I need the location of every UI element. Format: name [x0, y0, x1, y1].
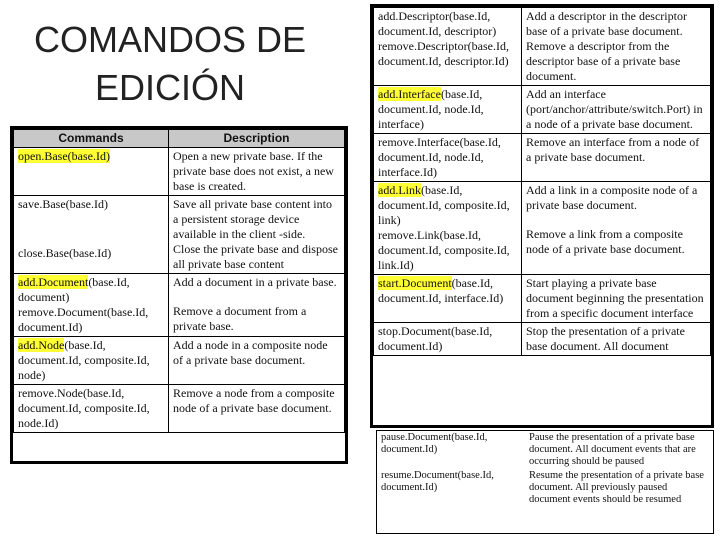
command-cell: resume.Document(base.Id, document.Id): [381, 470, 494, 493]
table-row: [14, 196, 345, 274]
description-text: Add a document in a private base.: [173, 275, 337, 289]
command-highlighted: add.Interface: [378, 87, 441, 101]
command-args: (base.Id, document): [18, 275, 130, 304]
command-cell: remove.Node(base.Id, document.Id, composite.Id, node.Id): [14, 385, 169, 433]
table-row: [374, 323, 711, 356]
right-table-frame: [370, 4, 714, 428]
description-cell: Pause the presentation of a private base document. All document events that are occurring should be paused: [529, 432, 696, 467]
table-row: [14, 385, 345, 433]
description-cell: Remove a node from a composite node of a private base document.: [169, 385, 345, 433]
command-args: (base.Id, document.Id, interface.Id): [378, 276, 504, 305]
table-row: [377, 469, 713, 507]
description-text: Close the private base and dispose all private base content: [173, 242, 338, 271]
command-highlighted: open.Base(base.Id): [18, 149, 110, 163]
description-cell: [522, 8, 711, 86]
description-text: Remove a link from a composite node of a private base document.: [526, 227, 685, 256]
description-cell: [169, 274, 345, 337]
command-cell: [374, 182, 522, 275]
table-row: [374, 182, 711, 275]
description-text: Add a descriptor in the descriptor base of a private base document.: [526, 9, 687, 38]
table-row: [14, 274, 345, 337]
description-cell: [169, 196, 345, 274]
table-row: [374, 86, 711, 134]
command-text: remove.Link(base.Id, document.Id, composite.Id, link.Id): [378, 228, 510, 272]
bottom-table-frame: [376, 430, 714, 534]
command-text: close.Base(base.Id): [18, 246, 112, 260]
command-cell: stop.Document(base.Id, document.Id): [374, 323, 522, 356]
description-cell: Stop the presentation of a private base document. All document: [522, 323, 711, 356]
table-row: [14, 337, 345, 385]
command-cell: pause.Document(base.Id, document.Id): [381, 432, 488, 455]
table-row: [374, 134, 711, 182]
command-highlighted: start.Document: [378, 276, 452, 290]
description-cell: Remove an interface from a node of a private base document.: [522, 134, 711, 182]
table-row: [14, 148, 345, 196]
command-args: (base.Id, document.Id, composite.Id, node): [18, 338, 150, 382]
description-cell: Open a new private base. If the private base does not exist, a new base is created.: [169, 148, 345, 196]
command-text: add.Descriptor(base.Id, document.Id, descriptor): [378, 9, 497, 38]
table-row: [377, 431, 713, 469]
command-cell: [374, 86, 522, 134]
title-line-1: COMANDOS DE: [33, 19, 307, 60]
description-cell: Resume the presentation of a private base document. All previously paused document events should be resumed: [529, 470, 704, 505]
bottom-command-table: [377, 431, 713, 507]
header-description: Description: [169, 130, 345, 148]
description-cell: Start playing a private base document beginning the presentation from a specific document interface: [522, 275, 711, 323]
left-command-table: [13, 129, 345, 433]
command-highlighted: add.Link: [378, 183, 421, 197]
command-text: remove.Descriptor(base.Id, document.Id, descriptor.Id): [378, 39, 509, 68]
left-table-frame: [10, 126, 348, 464]
command-args: (base.Id, document.Id, composite.Id, link): [378, 183, 510, 227]
command-cell: [14, 337, 169, 385]
command-cell: [14, 274, 169, 337]
right-command-table: [373, 7, 711, 356]
command-highlighted: add.Document: [18, 275, 89, 289]
command-text: remove.Document(base.Id, document.Id): [18, 305, 149, 334]
table-header-row: [14, 130, 345, 148]
description-cell: Add an interface (port/anchor/attribute/switch.Port) in a node of a private base document.: [522, 86, 711, 134]
command-cell: [374, 275, 522, 323]
description-cell: Add a node in a composite node of a private base document.: [169, 337, 345, 385]
command-cell: remove.Interface(base.Id, document.Id, node.Id, interface.Id): [374, 134, 522, 182]
command-text: save.Base(base.Id): [18, 197, 108, 211]
description-cell: [522, 182, 711, 275]
description-text: Remove a document from a private base.: [173, 304, 307, 333]
table-row: [374, 8, 711, 86]
command-cell: [374, 8, 522, 86]
command-highlighted: add.Node: [18, 338, 65, 352]
description-text: Remove a descriptor from the descriptor base of a private base document.: [526, 39, 681, 83]
command-args: (base.Id, document.Id, node.Id, interface): [378, 87, 484, 131]
command-cell: [14, 148, 169, 196]
table-row: [374, 275, 711, 323]
description-text: Save all private base content into a persistent storage device available in the client -side.: [173, 197, 332, 241]
description-text: Add a link in a composite node of a private base document.: [526, 183, 698, 212]
slide-title: [20, 16, 320, 112]
header-commands: Commands: [14, 130, 169, 148]
title-line-2: EDICIÓN: [94, 67, 245, 108]
command-cell: [14, 196, 169, 274]
